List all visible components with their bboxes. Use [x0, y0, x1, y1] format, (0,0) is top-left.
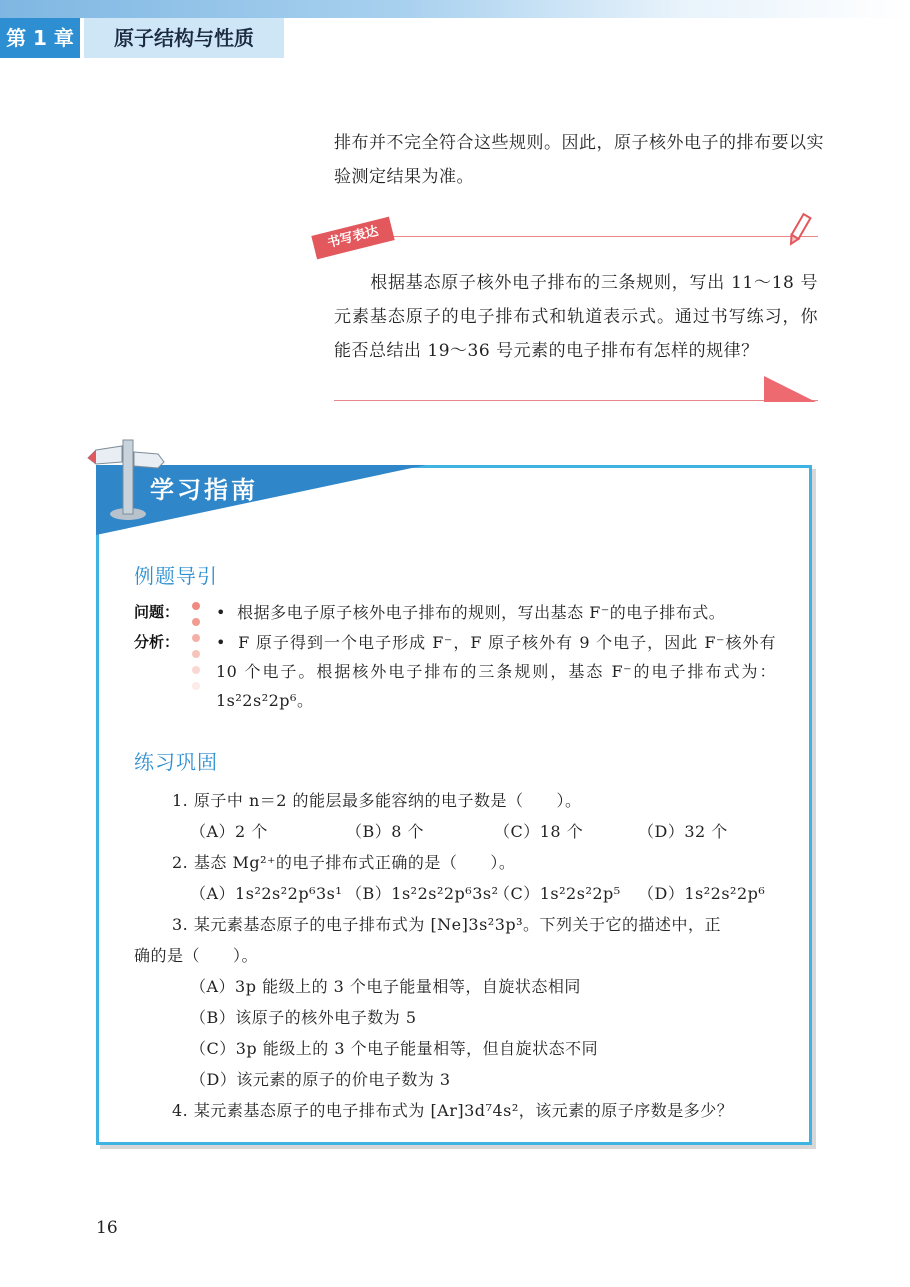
- writing-text: 根据基态原子核外电子排布的三条规则，写出 11～18 号元素基态原子的电子排布式和轨道表示式。通过书写练习，你能否总结出 19～36 号元素的电子排布有怎样的规律？: [334, 273, 818, 361]
- q3-line-1: 3. 某元素基态原子的电子排布式为 [Ne]3s²3p³。下列关于它的描述中，正: [172, 915, 722, 934]
- analysis-label: 分析：: [134, 633, 180, 651]
- writing-bottom-line: [334, 400, 818, 401]
- example-heading: 例题导引: [134, 564, 218, 588]
- q2-text: 2. 基态 Mg²⁺的电子排布式正确的是（ ）。: [172, 853, 516, 872]
- q1-option-d: （D）32 个: [638, 822, 728, 841]
- chapter-title: 原子结构与性质: [84, 18, 284, 58]
- q4-text: 4. 某元素基态原子的电子排布式为 [Ar]3d⁷4s²，该元素的原子序数是多少？: [172, 1101, 734, 1120]
- q3-option-d: （D）该元素的原子的价电子数为 3: [190, 1070, 451, 1089]
- q3-option-a: （A）3p 能级上的 3 个电子能量相等，自旋状态相同: [190, 977, 581, 996]
- q1-option-c: （C）18 个: [494, 822, 584, 841]
- writing-top-line: [390, 236, 818, 237]
- q3-line-2: 确的是（ ）。: [134, 946, 259, 965]
- q3-option-c: （C）3p 能级上的 3 个电子能量相等，但自旋状态不同: [190, 1039, 599, 1058]
- q1-text: 1. 原子中 n＝2 的能层最多能容纳的电子数是（ ）。: [172, 791, 582, 810]
- chapter-number: 第 1 章: [0, 18, 80, 58]
- page-number: 16: [96, 1218, 118, 1238]
- q2-option-c: （C）1s²2s²2p⁵: [494, 884, 621, 903]
- writing-corner-triangle: [764, 376, 816, 402]
- q2-option-b: （B）1s²2s²2p⁶3s²: [346, 884, 499, 903]
- practice-heading: 练习巩固: [134, 750, 218, 774]
- study-guide-title: 学习指南: [150, 476, 258, 504]
- example-question: • 根据多电子原子核外电子排布的规则，写出基态 F⁻的电子排布式。: [216, 603, 726, 622]
- q2-option-a: （A）1s²2s²2p⁶3s¹: [190, 884, 343, 903]
- question-label: 问题：: [134, 603, 180, 621]
- intro-paragraph: 排布并不完全符合这些规则。因此，原子核外电子的排布要以实验测定结果为准。: [334, 133, 824, 187]
- q3-option-b: （B）该原子的核外电子数为 5: [190, 1008, 417, 1027]
- header-gradient-bar: [0, 0, 910, 18]
- decorative-dots: [192, 602, 200, 698]
- q2-option-d: （D）1s²2s²2p⁶: [638, 884, 766, 903]
- writing-tag: 书写表达: [311, 217, 394, 260]
- pencil-icon: [784, 212, 814, 248]
- example-analysis: • F 原子得到一个电子形成 F⁻，F 原子核外有 9 个电子，因此 F⁻核外有 10 个电子。根据核外电子排布的三条规则，基态 F⁻的电子排布式为：1s²2s²2p⁶。: [216, 633, 777, 710]
- q1-option-a: （A）2 个: [190, 822, 268, 841]
- q1-option-b: （B）8 个: [346, 822, 425, 841]
